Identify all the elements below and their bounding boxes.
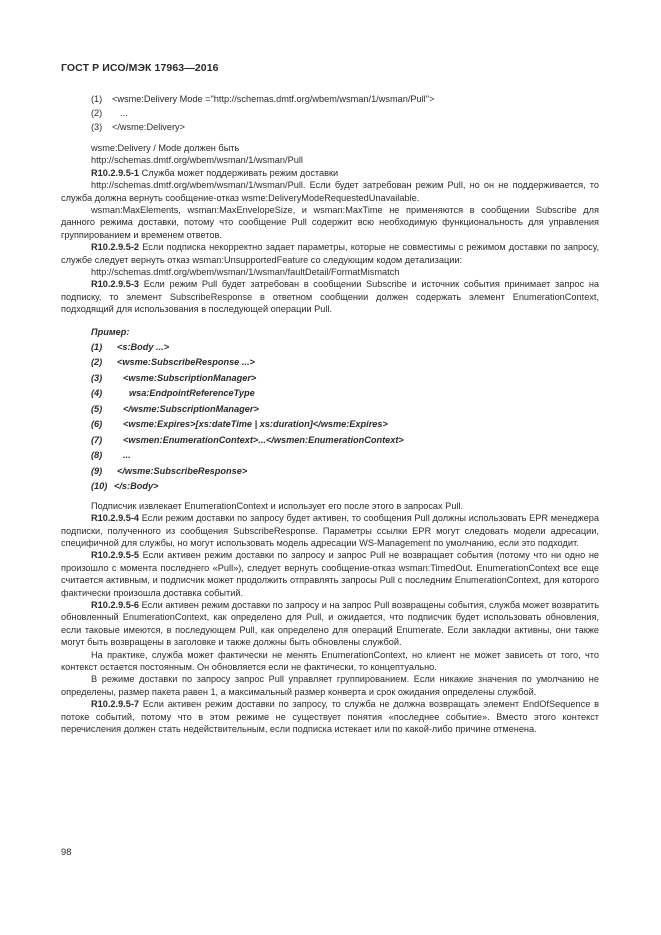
- example-line: [61, 464, 599, 480]
- example-line-text: <wsme:SubscriptionManager>: [123, 372, 257, 383]
- code-line: [91, 120, 599, 134]
- requirement-text: Если активен режим доставки по запросу и запрос Pull не возвращает события (потому что ни одно не произошло с момента последнего «Pull»), следует вернуть сообщение-отказ wsman:TimedOut. EnumerationContext все еще считается активным, и подписчик может продолжить отправлять запросы Pull с последним EnumerationContext, для которого фактически произошла доставка событий.: [61, 550, 599, 598]
- code-listing: [61, 92, 599, 134]
- example-line: [61, 448, 599, 464]
- example-line: [61, 417, 599, 433]
- requirement-paragraph: [61, 549, 599, 599]
- requirement-id: R10.2.9.5-6: [91, 599, 140, 610]
- code-line-number: (3): [91, 122, 103, 132]
- example-line-number: (1): [91, 341, 103, 352]
- example-line-number: (10): [91, 481, 108, 492]
- code-line-text: ...: [120, 108, 128, 118]
- requirement-paragraph: [61, 278, 599, 315]
- document-header: ГОСТ Р ИСО/МЭК 17963—2016: [61, 62, 219, 74]
- example-line-text: wsa:EndpointReferenceType: [129, 388, 255, 399]
- example-line-text: <s:Body ...>: [117, 341, 170, 352]
- paragraph: wsman:MaxElements, wsman:MaxEnvelopeSize, и wsman:MaxTime не применяются в сообщении Subscribe для данного режима доставки, потому что сообщение Pull содержит всю необходимую функциональность для управления группированием и временем ответов.: [61, 205, 599, 240]
- requirement-text: Служба может поддерживать режим доставки: [139, 167, 339, 178]
- example-line-text: </wsme:SubscribeResponse>: [117, 465, 248, 476]
- example-line: [61, 355, 599, 371]
- paragraph: http://schemas.dmtf.org/wbem/wsman/1/wsman/Pull: [91, 155, 303, 166]
- paragraph: Подписчик извлекает EnumerationContext и использует его после этого в запросах Pull.: [91, 500, 464, 511]
- example-line: [61, 371, 599, 387]
- example-line-number: (3): [91, 372, 103, 383]
- requirement-id: R10.2.9.5-7: [91, 699, 140, 710]
- example-line-number: (5): [91, 403, 103, 414]
- example-line-text: ...: [123, 450, 131, 461]
- requirement-id: R10.2.9.5-3: [91, 279, 140, 290]
- example-line-text: <wsme:SubscribeResponse ...>: [117, 357, 255, 368]
- requirement-id: R10.2.9.5-2: [91, 242, 140, 253]
- example-line-text: </wsme:SubscriptionManager>: [123, 403, 259, 414]
- example-line-text: <wsmen:EnumerationContext>...</wsmen:EnumerationContext>: [123, 434, 404, 445]
- requirement-paragraph: [61, 698, 599, 735]
- requirement-paragraph: [61, 512, 599, 549]
- paragraph: http://schemas.dmtf.org/wbem/wsman/1/wsman/Pull. Если будет затребован режим Pull, но он не поддерживается, то служба должна вернуть сообщение-отказ wsme:DeliveryModeRequestedUnavailable.: [61, 180, 599, 203]
- paragraph: wsme:Delivery / Mode должен быть: [91, 143, 240, 153]
- example-line: [61, 433, 599, 449]
- example-line-text: </s:Body>: [114, 481, 159, 492]
- code-line-number: (1): [91, 94, 103, 104]
- example-line-number: (4): [91, 388, 103, 399]
- example-line-number: (9): [91, 465, 103, 476]
- code-line-text: </wsme:Delivery>: [112, 122, 186, 132]
- example-line-number: (6): [91, 419, 103, 430]
- requirement-paragraph: [61, 241, 599, 266]
- requirement-paragraph: [61, 167, 599, 179]
- example-line: [61, 402, 599, 418]
- example-block: [61, 324, 599, 495]
- requirement-paragraph: [61, 599, 599, 649]
- code-line-number: (2): [91, 108, 103, 118]
- requirement-id: R10.2.9.5-1: [91, 167, 140, 178]
- example-line-number: (2): [91, 357, 103, 368]
- code-line: [91, 92, 599, 106]
- document-body: [61, 92, 599, 735]
- example-line: [61, 479, 599, 495]
- paragraph: В режиме доставки по запросу запрос Pull управляет группированием. Если никакие значения по умолчанию не определены, размер пакета равен 1, а максимальный размер конверта и срок ожидания определены службой.: [61, 674, 599, 697]
- requirement-id: R10.2.9.5-5: [91, 550, 140, 561]
- code-line: [91, 106, 599, 120]
- example-line-number: (8): [91, 450, 103, 461]
- paragraph: http://schemas.dmtf.org/wbem/wsman/1/wsman/faultDetail/FormatMismatch: [91, 267, 400, 278]
- example-line: [61, 340, 599, 356]
- page-number: 98: [61, 846, 72, 857]
- requirement-id: R10.2.9.5-4: [91, 513, 140, 524]
- requirement-text: Если режим доставки по запросу будет активен, то сообщения Pull должны использовать EPR менеджера подписки, полученного из сообщения SubscribeResponse. Параметры ссылки EPR могут следовать модели адресации, специфичной для службы, но могут использовать модель адресации WS-Management по умолчанию, если это подходит.: [61, 513, 599, 548]
- code-line-text: <wsme:Delivery Mode ="http://schemas.dmtf.org/wbem/wsman/1/wsman/Pull">: [112, 94, 435, 104]
- requirement-text: Если активен режим доставки по запросу и на запрос Pull возвращены события, служба может возвратить обновленный EnumerationContext, как определено для Pull, и ожидается, что подписчик будет использовать обновления, если таковые имеются, в последующем Pull, как определено для операций Enumerate. Если закладки активны, они также могут быть возвращены в заголовке и также должны быть обновлены службой.: [61, 599, 599, 648]
- example-line-text: <wsme:Expires>[xs:dateTime | xs:duration]</wsme:Expires>: [123, 419, 388, 430]
- example-line: [61, 386, 599, 402]
- requirement-text: Если подписка некорректно задает параметры, которые не совместимы с режимом доставки по запросу, службе следует вернуть отказ wsman:UnsupportedFeature со следующим кодом детализации:: [61, 242, 599, 265]
- example-title: Пример:: [91, 326, 130, 337]
- requirement-text: Если активен режим доставки по запросу, то служба не должна возвращать элемент EndOfSequence в потоке событий, потому что в этом режиме не существует понятия «последнее событие». Вместо этого контекст перечисления должен стать недействительным, если подписка истекает или по какой-либо причине отменена.: [61, 699, 599, 734]
- paragraph: На практике, служба может фактически не менять EnumerationContext, но клиент не может зависеть от того, что контекст остается постоянным. Он обновляется если не фактически, то концептуально.: [61, 649, 599, 672]
- example-line-number: (7): [91, 434, 103, 445]
- requirement-text: Если режим Pull будет затребован в сообщении Subscribe и источник события принимает запрос на подписку, то элемент SubscribeResponse в ответном сообщении должен содержать элемент EnumerationContext, подходящий для использования в последующей операции Pull.: [61, 279, 599, 315]
